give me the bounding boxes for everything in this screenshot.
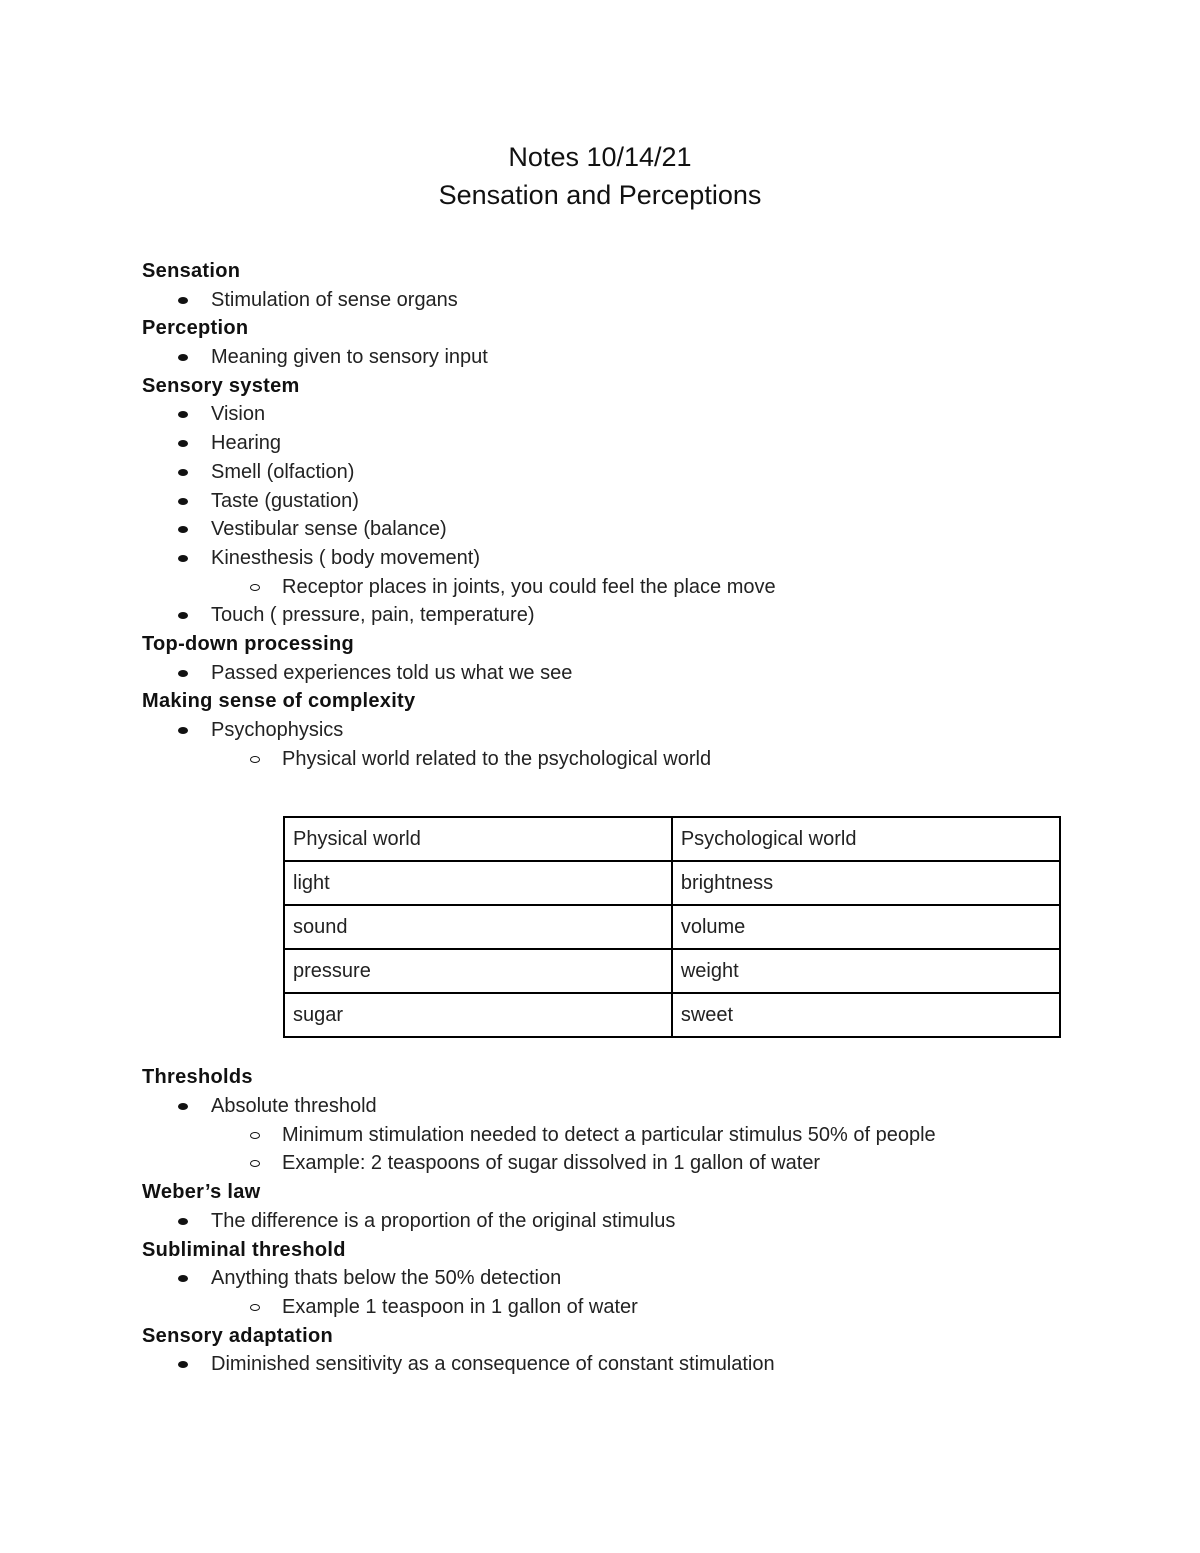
table-cell: Psychological world [672,817,1060,861]
heading-top-down: Top-down processing [142,632,354,655]
heading-sensory-system: Sensory system [142,374,300,397]
page-title: Notes 10/14/21 [508,142,692,172]
table-cell: sweet [672,993,1060,1037]
bullet-item: Smell (olfaction) [142,458,1142,487]
table-row [284,993,1060,1037]
table-row [284,949,1060,993]
bullet-item: Kinesthesis ( body movement) [142,544,1142,573]
sub-bullet-item: Physical world related to the psychological world [142,745,1142,774]
table-row [284,817,1060,861]
table-cell: brightness [672,861,1060,905]
bullet-item: Diminished sensitivity as a consequence of constant stimulation [142,1350,1142,1379]
bullet-item: Psychophysics [142,716,1142,745]
table-row [284,861,1060,905]
bullet-item: Meaning given to sensory input [142,343,1142,372]
table-cell: light [284,861,672,905]
bullet-item: Hearing [142,429,1142,458]
table-cell: volume [672,905,1060,949]
heading-perception: Perception [142,317,249,340]
bullet-item: Passed experiences told us what we see [142,659,1142,688]
page-subtitle: Sensation and Perceptions [438,180,762,210]
sub-bullet-item: Example: 2 teaspoons of sugar dissolved in 1 gallon of water [142,1149,1142,1178]
table-cell: sound [284,905,672,949]
bullet-item: Stimulation of sense organs [142,286,1142,315]
table-wrapper [142,773,1142,1063]
table-cell: sugar [284,993,672,1037]
sub-bullet-item: Example 1 teaspoon in 1 gallon of water [142,1293,1142,1322]
heading-sensation: Sensation [142,260,241,282]
table-cell: Physical world [284,817,672,861]
bullet-item: Anything thats below the 50% detection [142,1264,1142,1293]
heading-webers-law: Weber’s law [142,1181,261,1204]
notes-body [142,257,1142,1379]
heading-subliminal: Subliminal threshold [142,1238,346,1261]
bullet-item: Taste (gustation) [142,487,1142,516]
bullet-item: Vision [142,400,1142,429]
psychophysics-table [283,816,1061,1038]
bullet-item: Absolute threshold [142,1092,1142,1121]
sub-bullet-item: Receptor places in joints, you could feel the place move [142,573,1142,602]
heading-adaptation: Sensory adaptation [142,1324,333,1347]
bullet-item: Touch ( pressure, pain, temperature) [142,601,1142,630]
table-row [284,905,1060,949]
bullet-item: The difference is a proportion of the original stimulus [142,1207,1142,1236]
bullet-item: Vestibular sense (balance) [142,515,1142,544]
heading-complexity: Making sense of complexity [142,690,416,713]
table-cell: pressure [284,949,672,993]
table-cell: weight [672,949,1060,993]
heading-thresholds: Thresholds [142,1066,253,1089]
sub-bullet-item: Minimum stimulation needed to detect a particular stimulus 50% of people [142,1121,1142,1150]
